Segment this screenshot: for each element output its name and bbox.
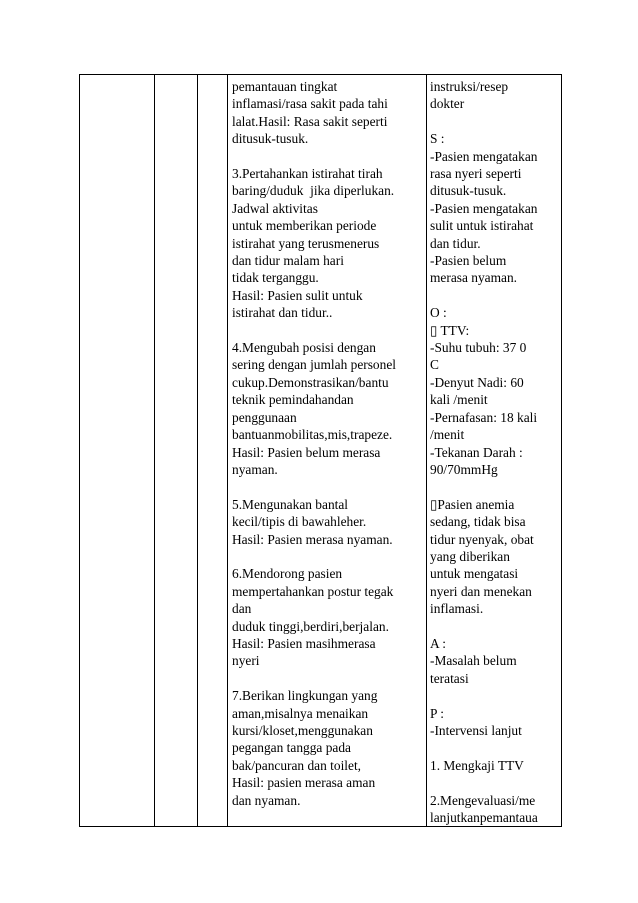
text-line bbox=[430, 774, 561, 791]
text-line: dokter bbox=[430, 96, 465, 112]
text-line: instruksi/resep bbox=[430, 79, 509, 94]
text-line: Jadwal aktivitas bbox=[232, 200, 318, 216]
text-line: sedang, tidak bisa bbox=[430, 514, 526, 530]
text-line: C bbox=[430, 357, 439, 373]
table-row bbox=[80, 75, 562, 827]
text-line: inflamasi/rasa sakit pada tahi bbox=[232, 96, 388, 112]
text-line: merasa nyaman. bbox=[430, 270, 517, 286]
text-line: bantuanmobilitas,mis,trapeze. bbox=[232, 427, 393, 443]
text-line: -Intervensi lanjut bbox=[430, 722, 522, 738]
text-line: ditusuk-tusuk. bbox=[430, 183, 507, 199]
intervention-text bbox=[228, 75, 426, 809]
empty-cell-1 bbox=[80, 75, 155, 827]
text-line bbox=[430, 687, 561, 704]
text-line: bak/pancuran dan toilet, bbox=[232, 757, 362, 773]
text-line bbox=[232, 478, 426, 495]
text-line: /menit bbox=[430, 427, 465, 443]
text-line: istirahat dan tidur.. bbox=[232, 305, 333, 321]
text-line: -Pasien belum bbox=[430, 253, 507, 269]
text-line: -Masalah belum bbox=[430, 653, 517, 669]
empty-cell-3 bbox=[198, 75, 228, 827]
text-line bbox=[430, 113, 561, 130]
text-line: istirahat yang terusmenerus bbox=[232, 235, 380, 251]
text-line: pemantauan tingkat bbox=[232, 79, 338, 94]
text-line: cukup.Demonstrasikan/bantu bbox=[232, 374, 389, 390]
text-line: A : bbox=[430, 635, 446, 651]
text-line: nyeri bbox=[232, 653, 260, 669]
text-line: -Pasien mengatakan bbox=[430, 200, 538, 216]
text-line: aman,misalnya menaikan bbox=[232, 705, 369, 721]
text-line: -Suhu tubuh: 37 0 bbox=[430, 340, 527, 356]
text-line: ▯ TTV: bbox=[430, 322, 470, 338]
text-line: dan nyaman. bbox=[232, 792, 301, 808]
text-line: kecil/tipis di bawahleher. bbox=[232, 514, 367, 530]
text-line: dan bbox=[232, 601, 252, 617]
text-line: -Pasien mengatakan bbox=[430, 148, 538, 164]
text-line: 7.Berikan lingkungan yang bbox=[232, 688, 378, 704]
text-line: untuk memberikan periode bbox=[232, 218, 377, 234]
text-line: Hasil: Pasien belum merasa bbox=[232, 444, 381, 460]
text-line: kursi/kloset,menggunakan bbox=[232, 722, 373, 738]
text-line: 4.Mengubah posisi dengan bbox=[232, 340, 376, 356]
text-line: teknik pemindahandan bbox=[232, 392, 354, 408]
text-line: inflamasi. bbox=[430, 601, 484, 617]
text-line bbox=[232, 548, 426, 565]
text-line: Hasil: Pasien masihmerasa bbox=[232, 635, 376, 651]
nursing-care-table bbox=[79, 74, 562, 827]
text-line bbox=[430, 739, 561, 756]
text-line: -Tekanan Darah : bbox=[430, 444, 523, 460]
text-line: -Denyut Nadi: 60 bbox=[430, 374, 524, 390]
text-line: S : bbox=[430, 131, 445, 147]
text-line: 6.Mendorong pasien bbox=[232, 566, 343, 582]
text-line: lanjutkanpemantaua bbox=[430, 809, 538, 825]
text-line: P : bbox=[430, 705, 445, 721]
text-line: 5.Mengunakan bantal bbox=[232, 496, 349, 512]
evaluation-cell bbox=[427, 75, 562, 827]
text-line: lalat.Hasil: Rasa sakit seperti bbox=[232, 113, 388, 129]
text-line: O : bbox=[430, 305, 447, 321]
text-line: untuk mengatasi bbox=[430, 566, 519, 582]
text-line: sering dengan jumlah personel bbox=[232, 357, 396, 373]
text-line: nyeri dan menekan bbox=[430, 583, 532, 599]
text-line: nyaman. bbox=[232, 461, 278, 477]
text-line: mempertahankan postur tegak bbox=[232, 583, 394, 599]
text-line: yang diberikan bbox=[430, 548, 510, 564]
text-line: teratasi bbox=[430, 670, 469, 686]
text-line: ditusuk-tusuk. bbox=[232, 131, 309, 147]
text-line: ▯Pasien anemia bbox=[430, 496, 515, 512]
text-line: duduk tinggi,berdiri,berjalan. bbox=[232, 618, 389, 634]
text-line: Hasil: Pasien sulit untuk bbox=[232, 287, 363, 303]
text-line: 3.Pertahankan istirahat tirah bbox=[232, 166, 383, 182]
text-line: pegangan tangga pada bbox=[232, 740, 351, 756]
text-line: Hasil: Pasien merasa nyaman. bbox=[232, 531, 393, 547]
text-line: 2.Mengevaluasi/me bbox=[430, 792, 536, 808]
text-line bbox=[430, 618, 561, 635]
text-line: penggunaan bbox=[232, 409, 297, 425]
text-line bbox=[232, 322, 426, 339]
text-line: kali /menit bbox=[430, 392, 488, 408]
intervention-cell bbox=[228, 75, 427, 827]
text-line: sulit untuk istirahat bbox=[430, 218, 534, 234]
text-line: tidur nyenyak, obat bbox=[430, 531, 534, 547]
text-line: baring/duduk jika diperlukan. bbox=[232, 183, 395, 199]
text-line: tidak terganggu. bbox=[232, 270, 319, 286]
text-line: Hasil: pasien merasa aman bbox=[232, 775, 376, 791]
empty-cell-2 bbox=[155, 75, 198, 827]
text-line: dan tidur malam hari bbox=[232, 253, 344, 269]
text-line bbox=[232, 670, 426, 687]
text-line: dan tidur. bbox=[430, 235, 481, 251]
text-line: -Pernafasan: 18 kali bbox=[430, 409, 538, 425]
evaluation-text bbox=[427, 75, 561, 826]
text-line: rasa nyeri seperti bbox=[430, 166, 522, 182]
text-line: 1. Mengkaji TTV bbox=[430, 757, 524, 773]
text-line: 90/70mmHg bbox=[430, 461, 498, 477]
text-line bbox=[430, 287, 561, 304]
text-line bbox=[232, 148, 426, 165]
text-line bbox=[430, 478, 561, 495]
